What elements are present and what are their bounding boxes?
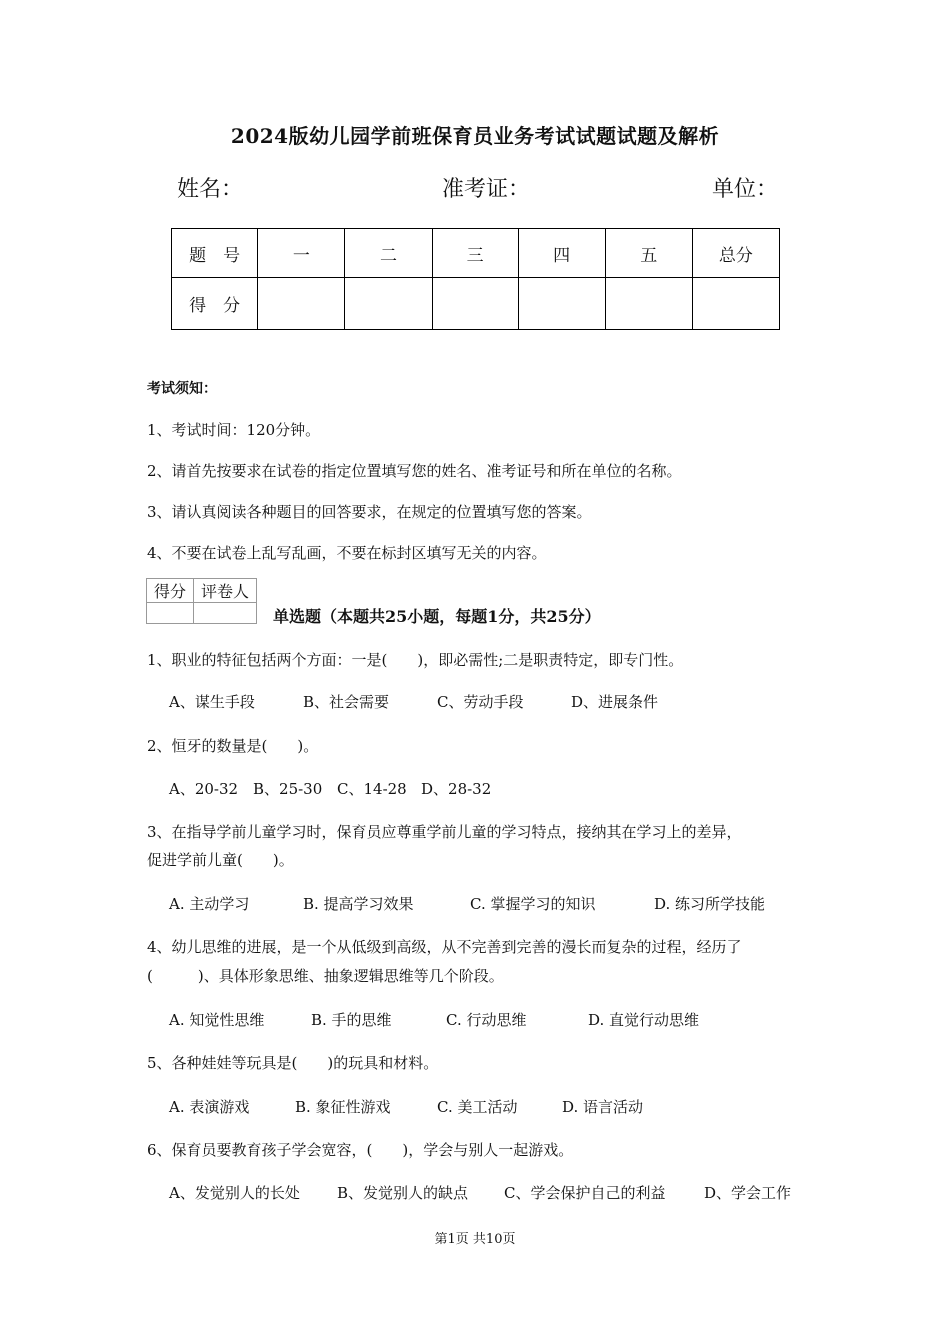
question-text: 4、幼儿思维的进展，是一个从低级到高级，从不完善到完善的漫长而复杂的过程，经历了 [147,938,742,956]
grader-score-cell[interactable] [147,603,194,624]
question-option[interactable]: B、发觉别人的缺点 [337,1184,469,1202]
question-option[interactable]: A、20-32 [169,780,239,798]
grader-box [146,578,257,624]
question-option[interactable]: D. 直觉行动思维 [588,1011,700,1029]
notice-item: 1、考试时间：120分钟。 [147,421,321,439]
score-header-cell: 一 [258,229,345,278]
question-text: 促进学前儿童( )。 [147,851,294,869]
score-header-cell: 二 [345,229,432,278]
question-text: 6、保育员要教育孩子学会宽容，( )，学会与别人一起游戏。 [147,1141,574,1159]
question-option[interactable]: C、学会保护自己的利益 [504,1184,666,1202]
question-option[interactable]: D、28-32 [421,780,492,798]
notice-item: 2、请首先按要求在试卷的指定位置填写您的姓名、准考证号和所在单位的名称。 [147,462,682,480]
question-option[interactable]: C、14-28 [337,780,407,798]
grader-reviewer-cell[interactable] [194,603,257,624]
score-cell[interactable] [432,278,518,330]
grader-reviewer-label: 评卷人 [194,579,257,603]
score-table [171,228,780,330]
question-text: 3、在指导学前儿童学习时，保育员应尊重学前儿童的学习特点，接纳其在学习上的差异， [147,823,742,841]
score-table-header-row [172,229,780,278]
score-cell[interactable] [258,278,345,330]
question-option[interactable]: D. 语言活动 [562,1098,644,1116]
score-cell[interactable] [692,278,779,330]
notice-heading: 考试须知： [147,381,217,397]
question-option[interactable]: C. 掌握学习的知识 [470,895,596,913]
question-option[interactable]: A. 表演游戏 [169,1098,250,1116]
question-option[interactable]: C、劳动手段 [437,693,524,711]
question-option[interactable]: B、社会需要 [303,693,390,711]
question-option[interactable]: A、发觉别人的长处 [169,1184,300,1202]
page-title: 2024版幼儿园学前班保育员业务考试试题试题及解析 [230,124,720,148]
score-cell[interactable] [605,278,692,330]
notice-item: 4、不要在试卷上乱写乱画，不要在标封区填写无关的内容。 [147,544,547,562]
question-option[interactable]: B. 手的思维 [311,1011,392,1029]
score-header-cell: 四 [518,229,605,278]
question-option[interactable]: A. 知觉性思维 [169,1011,265,1029]
score-row-label: 得 分 [172,278,258,330]
question-option[interactable]: B. 提高学习效果 [303,895,414,913]
score-table-score-row [172,278,780,330]
question-text: 5、各种娃娃等玩具是( )的玩具和材料。 [147,1054,439,1072]
question-option[interactable]: C. 美工活动 [437,1098,518,1116]
section-title: 单选题（本题共25小题，每题1分，共25分） [273,607,601,626]
score-header-cell: 三 [432,229,518,278]
grader-score-label: 得分 [147,579,194,603]
score-cell[interactable] [345,278,432,330]
score-header-cell: 题 号 [172,229,258,278]
question-option[interactable]: C. 行动思维 [446,1011,527,1029]
page-footer: 第1页 共10页 [434,1232,516,1247]
question-option[interactable]: D、学会工作 [704,1184,792,1202]
question-text: 1、职业的特征包括两个方面：一是( )，即必需性;二是职责特定，即专门性。 [147,651,684,669]
score-header-cell: 五 [605,229,692,278]
unit-field-label: 单位： [712,177,779,202]
question-option[interactable]: D、进展条件 [571,693,659,711]
question-option[interactable]: B、25-30 [253,780,323,798]
score-header-cell: 总分 [692,229,779,278]
name-field-label: 姓名： [177,177,244,202]
question-option[interactable]: B. 象征性游戏 [295,1098,391,1116]
question-option[interactable]: D. 练习所学技能 [654,895,766,913]
question-option[interactable]: A、谋生手段 [169,693,255,711]
question-text: ( )、具体形象思维、抽象逻辑思维等几个阶段。 [147,967,504,985]
question-option[interactable]: A. 主动学习 [169,895,250,913]
question-text: 2、恒牙的数量是( )。 [147,737,319,755]
exam-number-field-label: 准考证： [442,177,531,202]
score-cell[interactable] [518,278,605,330]
notice-item: 3、请认真阅读各种题目的回答要求，在规定的位置填写您的答案。 [147,503,592,521]
